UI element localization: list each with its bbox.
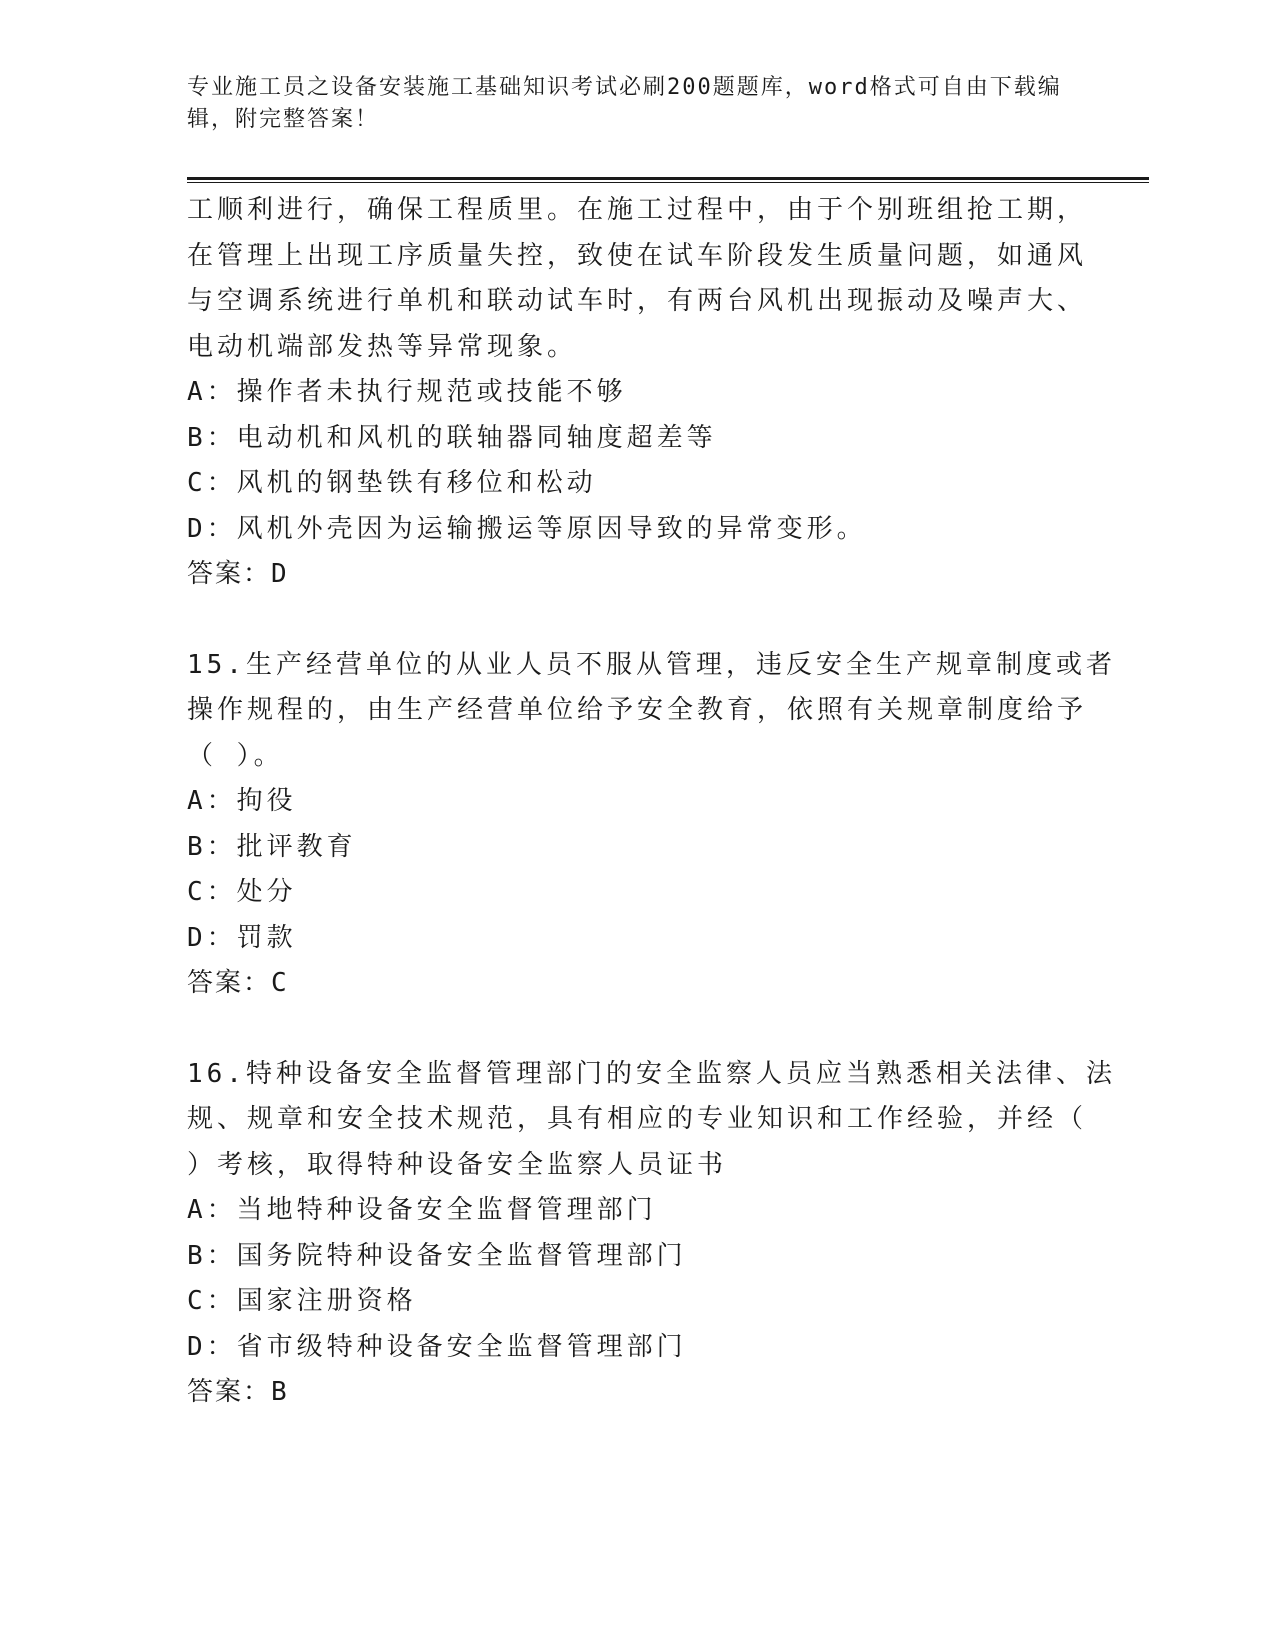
answer-line: 答案：C xyxy=(187,968,289,998)
answer-line: 答案：B xyxy=(187,1377,289,1407)
question-text-line: 16.特种设备安全监督管理部门的安全监察人员应当熟悉相关法律、法 xyxy=(187,1058,1116,1089)
option-b: B：批评教育 xyxy=(187,831,357,862)
option-a: A：操作者未执行规范或技能不够 xyxy=(187,377,627,407)
option-d: D：省市级特种设备安全监督管理部门 xyxy=(187,1331,687,1362)
question-text-line: ）考核，取得特种设备安全监察人员证书 xyxy=(187,1149,728,1180)
question-text-line: 电动机端部发热等异常现象。 xyxy=(187,331,578,362)
question-text-line: （ ）。 xyxy=(187,740,284,771)
option-c: C：国家注册资格 xyxy=(187,1286,417,1316)
option-d: D：风机外壳因为运输搬运等原因导致的异常变形。 xyxy=(187,513,867,544)
question-text-line: 15.生产经营单位的从业人员不服从管理，违反安全生产规章制度或者 xyxy=(187,649,1116,680)
question-14-continuation xyxy=(187,188,1087,598)
answer-line: 答案：D xyxy=(187,559,289,589)
option-d: D：罚款 xyxy=(187,922,297,953)
question-text-line: 规、规章和安全技术规范，具有相应的专业知识和工作经验，并经（ xyxy=(187,1104,1088,1134)
question-text-line: 操作规程的，由生产经营单位给予安全教育，依照有关规章制度给予 xyxy=(187,695,1088,725)
option-b: B：电动机和风机的联轴器同轴度超差等 xyxy=(187,422,717,453)
question-16 xyxy=(187,1052,1116,1416)
question-15 xyxy=(187,643,1116,1007)
option-c: C：风机的钢垫铁有移位和松动 xyxy=(187,468,597,498)
document-header: 专业施工员之设备安装施工基础知识考试必刷200题题库，word格式可自由下载编辑，附完整答案！ xyxy=(187,75,1062,132)
question-text-line: 工顺利进行，确保工程质里。在施工过程中，由于个别班组抢工期， xyxy=(187,195,1088,225)
question-text-line: 在管理上出现工序质量失控，致使在试车阶段发生质量问题，如通风 xyxy=(187,240,1088,271)
question-content xyxy=(187,188,1116,1416)
header-divider-thick xyxy=(187,177,1149,180)
option-a: A：当地特种设备安全监督管理部门 xyxy=(187,1195,657,1225)
option-a: A：拘役 xyxy=(187,786,297,816)
header-divider-thin xyxy=(187,182,1149,183)
question-text-line: 与空调系统进行单机和联动试车时，有两台风机出现振动及噪声大、 xyxy=(187,286,1088,316)
option-c: C：处分 xyxy=(187,877,297,907)
option-b: B：国务院特种设备安全监督管理部门 xyxy=(187,1240,687,1271)
